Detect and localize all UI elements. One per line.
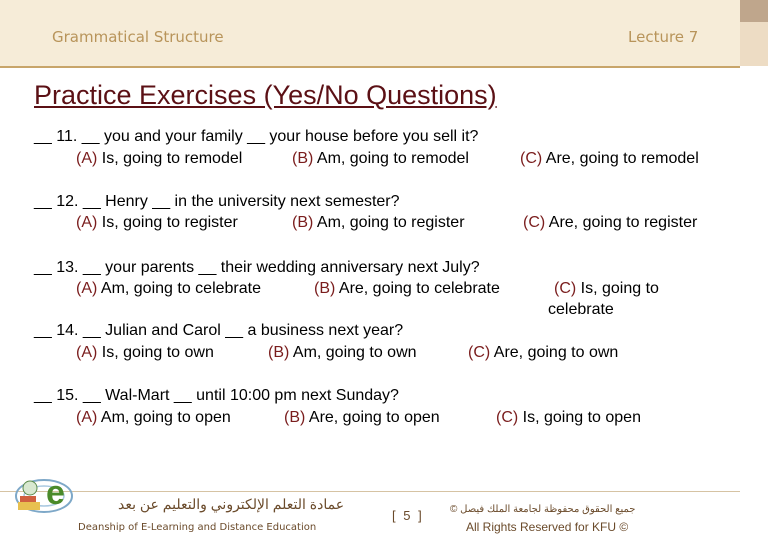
q14-option-b: (B) Am, going to own: [268, 344, 417, 361]
question-11: __ 11. __ you and your family __ your house before you sell it?: [34, 128, 479, 145]
svg-text:e: e: [46, 474, 65, 512]
q11-option-c: (C) Are, going to remodel: [520, 150, 699, 167]
q14-option-c: (C) Are, going to own: [468, 344, 619, 361]
q12-option-a: (A) Is, going to register: [76, 214, 238, 231]
question-12: __ 12. __ Henry __ in the university next semester?: [34, 193, 400, 210]
q13-option-c-continued: celebrate: [548, 301, 614, 318]
q15-option-c: (C) Is, going to open: [496, 409, 641, 426]
q13-option-a: (A) Am, going to celebrate: [76, 280, 261, 297]
footer-rights: All Rights Reserved for KFU ©: [466, 520, 629, 534]
question-14: __ 14. __ Julian and Carol __ a business next year?: [34, 322, 404, 339]
question-15: __ 15. __ Wal-Mart __ until 10:00 pm next Sunday?: [34, 387, 399, 404]
q11-option-b: (B) Am, going to remodel: [292, 150, 469, 167]
question-13: __ 13. __ your parents __ their wedding anniversary next July?: [34, 259, 480, 276]
q15-option-a: (A) Am, going to open: [76, 409, 231, 426]
footer-deanship-arabic: عمادة التعلم الإلكتروني والتعليم عن بعد: [118, 496, 345, 512]
q13-option-b: (B) Are, going to celebrate: [314, 280, 500, 297]
q12-option-c: (C) Are, going to register: [523, 214, 698, 231]
footer-deanship: Deanship of E-Learning and Distance Education: [78, 522, 317, 533]
footer-divider: [0, 491, 740, 492]
q14-option-a: (A) Is, going to own: [76, 344, 214, 361]
lecture-label: Lecture 7: [628, 28, 699, 46]
kfu-elearning-logo-icon: [10, 466, 80, 518]
course-title: Grammatical Structure: [52, 28, 224, 46]
q13-option-c: (C) Is, going to: [554, 280, 659, 297]
q15-option-b: (B) Are, going to open: [284, 409, 440, 426]
q11-option-a: (A) Is, going to remodel: [76, 150, 243, 167]
page-number: [ 5 ]: [392, 508, 424, 523]
corner-block-accent: [740, 0, 768, 22]
slide-title: Practice Exercises (Yes/No Questions): [34, 80, 497, 110]
q12-option-b: (B) Am, going to register: [292, 214, 465, 231]
header-divider: [0, 66, 740, 68]
footer-rights-arabic: جميع الحقوق محفوظة لجامعة الملك فيصل ©: [450, 504, 636, 515]
